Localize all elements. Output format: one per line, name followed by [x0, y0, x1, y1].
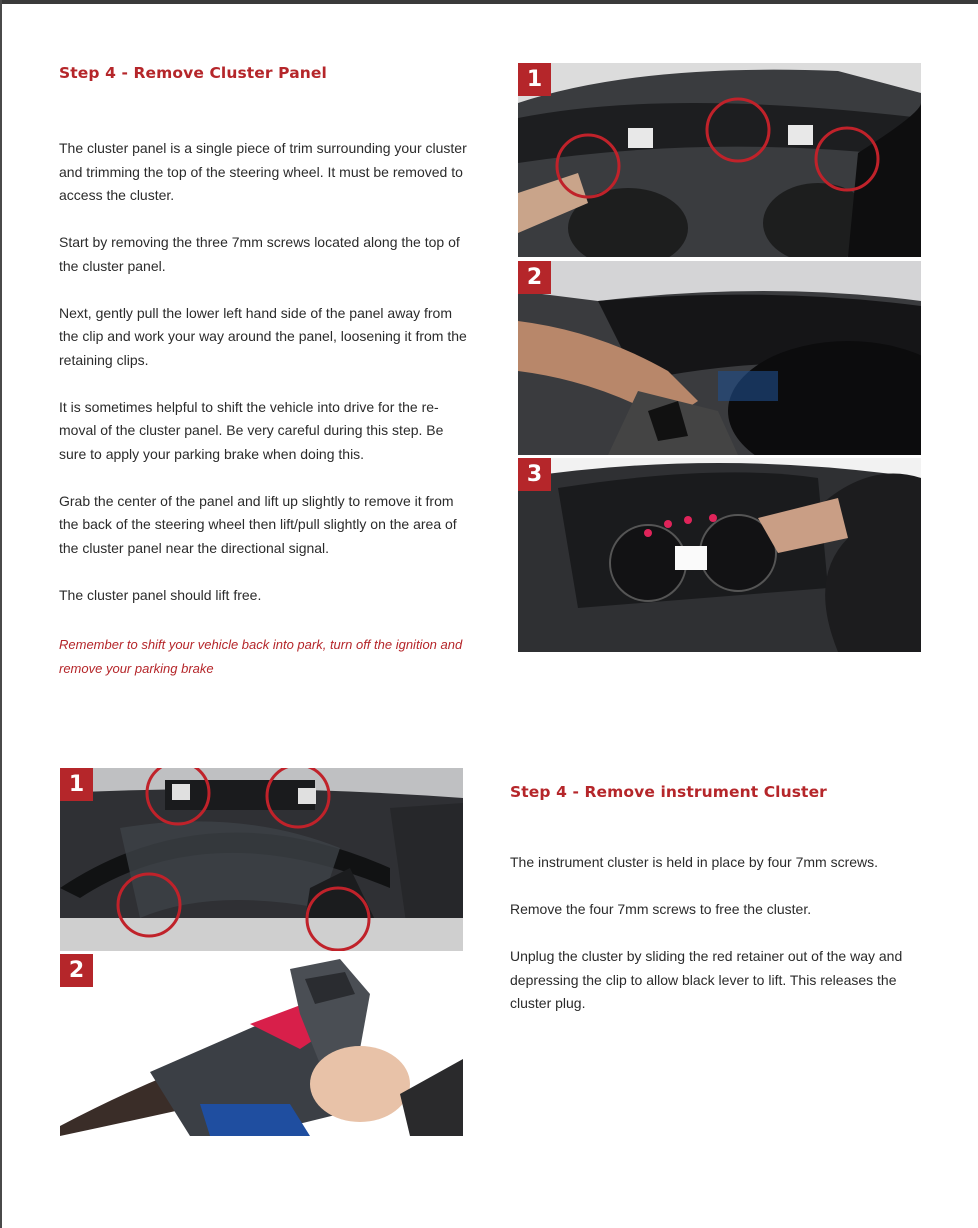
section2-paragraph-3: Unplug the cluster by sliding the red retainer out of the way and depressing the clip to allow black lever to lift. This releases the cluster plug.: [510, 948, 903, 1011]
section1-photo-1: [518, 63, 921, 257]
section1-paragraph-2: Start by removing the three 7mm screws located along the top of the cluster panel.: [59, 234, 460, 274]
photo-number-badge: 3: [518, 458, 551, 491]
section2-photo-1: [60, 768, 463, 951]
section2-photo-2: [60, 954, 463, 1136]
cluster-plug-connector-photo: [60, 954, 463, 1136]
section2-body: [510, 851, 920, 1039]
section1-paragraph-4: It is sometimes helpful to shift the vehicle into drive for the re-moval of the cluster panel. Be very careful during this step. Be sure to apply your parking brake when doing this.: [59, 398, 444, 462]
dashboard-photo-screws-circled: [518, 63, 921, 257]
section1-heading: Step 4 - Remove Cluster Panel: [59, 64, 327, 82]
page-top-border: [0, 0, 978, 4]
page-left-border: [0, 0, 2, 1228]
section2-heading: Step 4 - Remove instrument Cluster: [510, 783, 827, 801]
cluster-photo-four-screws-circled: [60, 768, 463, 951]
section1-photo-3: [518, 458, 921, 652]
section2-paragraph-1: The instrument cluster is held in place by four 7mm screws.: [510, 854, 879, 870]
section1-body: [59, 137, 469, 631]
dashboard-photo-panel-removal: [518, 261, 921, 455]
photo-number-badge: 1: [518, 63, 551, 96]
photo-number-badge: 1: [60, 768, 93, 801]
section1-paragraph-1: The cluster panel is a single piece of trim surrounding your cluster and trimming the top of the steering wheel. It must be removed to access the cluster.: [59, 140, 467, 203]
section1-photo-2: [518, 261, 921, 455]
section1-paragraph-6: The cluster panel should lift free.: [59, 586, 262, 603]
photo-number-badge: 2: [60, 954, 93, 987]
dashboard-photo-panel-lifted: [518, 458, 921, 652]
section1-paragraph-3: Next, gently pull the lower left hand side of the panel away from the clip and work your way around the panel, loosening it from the retaining clips.: [59, 304, 467, 368]
photo-number-badge: 2: [518, 261, 551, 294]
section1-paragraph-5: Grab the center of the panel and lift up slightly to remove it from the back of the steering wheel then lift/pull slightly on the area of the cluster panel near the directional signal.: [59, 492, 457, 556]
section2-paragraph-2: Remove the four 7mm screws to free the cluster.: [510, 901, 812, 917]
section1-note: Remember to shift your vehicle back into park, turn off the ignition and remove your parking brake: [59, 637, 463, 676]
